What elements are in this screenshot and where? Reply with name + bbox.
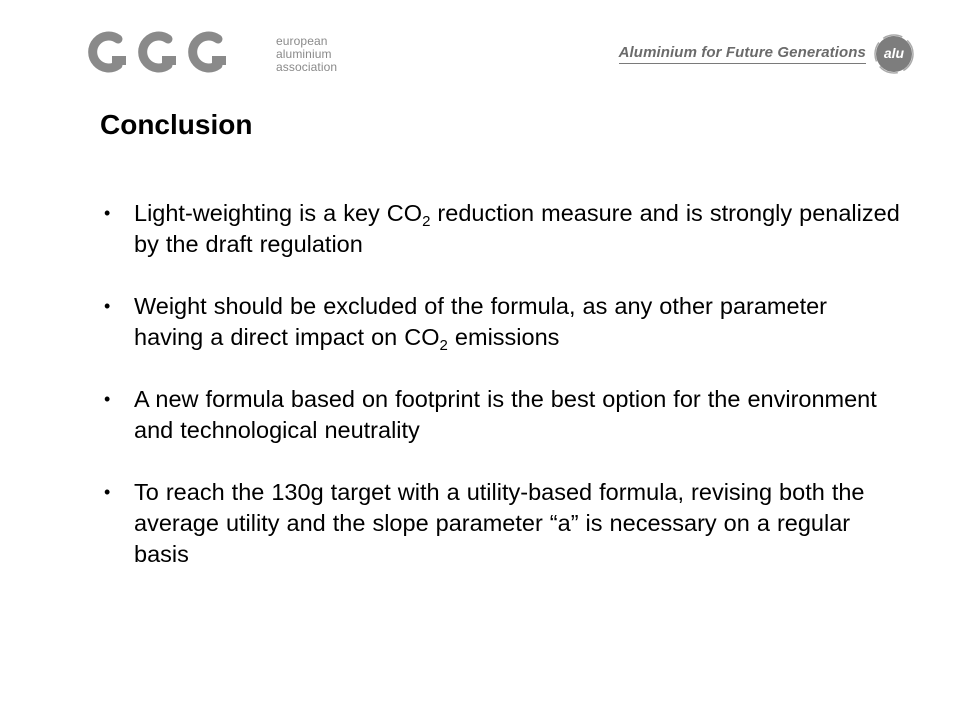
alu-badge-text: alu xyxy=(883,45,905,61)
bullet-dot-icon: • xyxy=(104,389,111,409)
bullet-list xyxy=(100,198,900,601)
bullet-item xyxy=(100,291,900,353)
alu-logo xyxy=(619,30,914,78)
alu-badge-icon xyxy=(874,34,914,74)
bullet-text xyxy=(134,479,865,567)
bullet-text-part: To reach the 130g target with a utility-based formula, revising both the average utility and the slope parameter “a” is necessary on a regular basis xyxy=(134,479,865,567)
bullet-dot-icon: • xyxy=(104,482,111,502)
bullet-item xyxy=(100,384,900,446)
slide-title: Conclusion xyxy=(100,109,253,140)
bullet-text-part: reduction measure and is strongly penalized by the draft regulation xyxy=(134,200,900,257)
bullet-text-part: A new formula based on footprint is the best option for the environment and technological neutrality xyxy=(134,386,877,443)
bullet-item xyxy=(100,477,900,570)
eaa-logo-text-line1: european xyxy=(276,34,328,48)
eaa-logo-icon xyxy=(76,28,276,76)
bullet-text xyxy=(134,200,900,257)
eaa-logo xyxy=(76,28,376,76)
bullet-text xyxy=(134,386,877,443)
bullet-text xyxy=(134,293,827,354)
bullet-dot-icon: • xyxy=(104,203,111,223)
bullet-text-part: Light-weighting is a key CO xyxy=(134,200,423,226)
eaa-logo-text xyxy=(276,35,376,74)
eaa-logo-text-line2: aluminium association xyxy=(276,47,338,74)
alu-tagline: Aluminium for Future Generations xyxy=(619,44,866,64)
bullet-text-part: Weight should be excluded of the formula, as any other parameter having a direct impact on CO xyxy=(134,293,827,350)
bullet-dot-icon: • xyxy=(104,296,111,316)
bullet-subscript: 2 xyxy=(439,337,448,354)
bullet-text-part: emissions xyxy=(447,324,560,350)
bullet-subscript: 2 xyxy=(422,213,431,230)
bullet-item xyxy=(100,198,900,260)
